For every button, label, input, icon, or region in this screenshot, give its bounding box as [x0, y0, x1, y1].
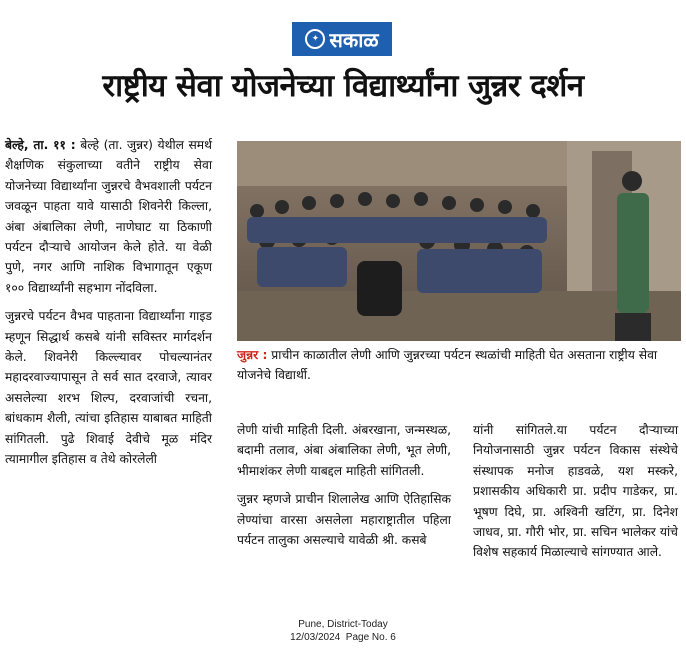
emblem-icon: ✦ — [305, 29, 325, 49]
article-paragraph — [5, 135, 212, 298]
article-paragraph: जुन्नरचे पर्यटन वैभव पाहताना विद्यार्थ्यांना गाइड म्हणून सिद्धार्थ कसबे यांनी सविस्तर मार्गदर्शन केले. शिवनेरी किल्ल्यावर पोचल्यानंतर महादरवाज्यापासून ते सर्व सात दरवाजे, त्यावर असलेल्या शरभ शिल्प, दरवाजांची रचना, बांधकाम शैली, त्यांचा इतिहास याबाबत माहिती सांगितली. पुढे शिवाई देवीचे मूळ मंदिर त्यामागील इतिहास व तेथे कोरलेली — [5, 309, 212, 467]
newspaper-logo — [292, 22, 392, 56]
date-page-label: 12/03/2024 Page No. 6 — [290, 632, 396, 643]
article-paragraph: यांनी सांगितले.या पर्यटन दौऱ्याच्या नियोजनासाठी जुन्नर पर्यटन विकास संस्थेचे संस्थापक मनोज हाडवळे, यश मस्करे, प्रशासकीय अधिकारी प्रा. प्रदीप गाडेकर, प्रा. भूषण दिघे, प्रा. अश्विनी खटिंग, प्रा. दिनेश जाधव, प्रा. गौरी भोर, प्रा. सचिन भालेकर यांचे विशेष सहकार्य मिळाल्याचे सांगण्यात आले. — [473, 423, 678, 560]
article-paragraph: लेणी यांची माहिती दिली. अंबरखाना, जन्मस्थळ, बदामी तलाव, अंबा अंबालिका लेणी, भूत लेणी, भीमाशंकर लेणी याबद्दल माहिती सांगितली. — [237, 423, 451, 478]
article-paragraph: जुन्नर म्हणजे प्राचीन शिलालेख आणि ऐतिहासिक लेण्यांचा वारसा असलेला महाराष्ट्रातील पहिला पर्यटन तालुका असल्याचे यावेळी श्री. कसबे — [237, 492, 451, 548]
dateline: बेल्हे, ता. ११ : — [5, 138, 76, 152]
article-column-1 — [5, 135, 212, 478]
news-photo — [237, 141, 681, 341]
photo-caption — [237, 345, 681, 385]
headline: राष्ट्रीय सेवा योजनेच्या विद्यार्थ्यांना जुन्नर दर्शन — [102, 68, 584, 104]
article-column-2 — [237, 420, 451, 558]
article-column-3 — [473, 420, 678, 571]
logo-text: सकाळ — [329, 27, 379, 52]
caption-text: प्राचीन काळातील लेणी आणि जुन्नरच्या पर्यटन स्थळांची माहिती घेत असताना राष्ट्रीय सेवा योजनेचे विद्यार्थी. — [237, 348, 658, 382]
article-text: बेल्हे (ता. जुन्नर) येथील समर्थ शैक्षणिक संकुलाच्या वतीने राष्ट्रीय सेवा योजनेच्या विद्यार्थ्यांना जुन्नरचे वैभवशाली पर्यटन जवळून पाहता यावे यासाठी शिवनेरी किल्ला, अंबा अंबालिका लेणी, नाणेघाट या ठिकाणी पर्यटन दौऱ्याचे आयोजन केले होते. या वेळी पुणे, नगर आणि नाशिक विभागातून एकूण १०० विद्यार्थ्यांनी सहभाग नोंदविला. — [5, 138, 213, 295]
edition-label: Pune, District-Today — [298, 619, 388, 630]
students-group-photo — [237, 141, 681, 341]
caption-place: जुन्नर : — [237, 348, 268, 362]
page-footer — [0, 618, 686, 644]
